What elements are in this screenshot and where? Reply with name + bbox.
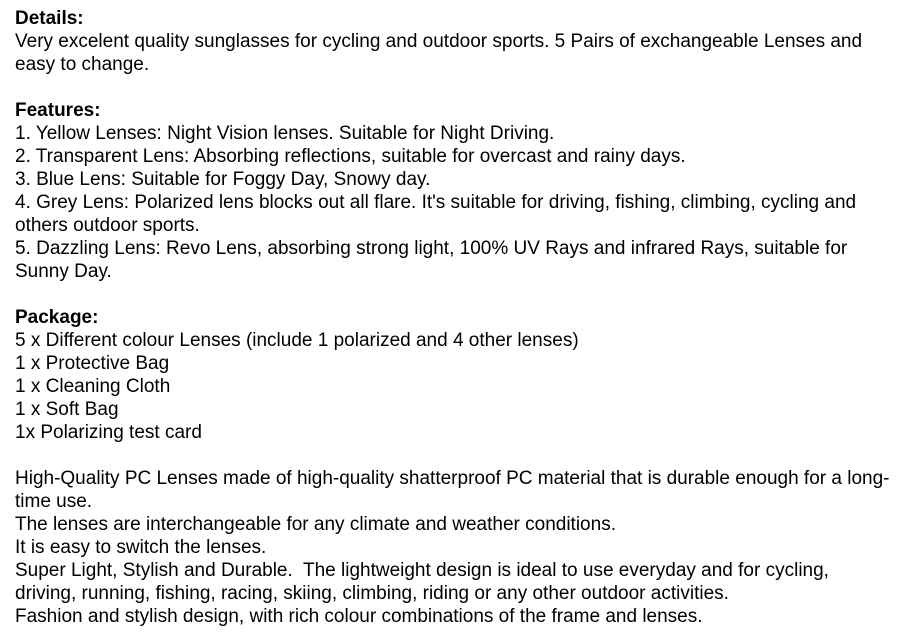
package-item: 5 x Different colour Lenses (include 1 polarized and 4 other lenses) (15, 330, 579, 351)
features-section (15, 99, 892, 283)
package-section (15, 306, 892, 444)
feature-item: 2. Transparent Lens: Absorbing reflections, suitable for overcast and rainy days. (15, 146, 686, 167)
details-heading: Details: (15, 8, 84, 29)
package-heading: Package: (15, 307, 99, 328)
highlights-section (15, 467, 892, 628)
feature-item: 4. Grey Lens: Polarized lens blocks out all flare. It's suitable for driving, fishing, climbing, cycling and others outdoor sports. (15, 192, 862, 236)
package-item: 1x Polarizing test card (15, 422, 202, 443)
package-item: 1 x Soft Bag (15, 399, 119, 420)
package-item: 1 x Protective Bag (15, 353, 170, 374)
feature-item: 1. Yellow Lenses: Night Vision lenses. Suitable for Night Driving. (15, 123, 555, 144)
details-text: Very excelent quality sunglasses for cycling and outdoor sports. 5 Pairs of exchangeable Lenses and easy to change. (15, 31, 863, 75)
highlight-item: It is easy to switch the lenses. (15, 537, 267, 558)
highlight-item: Super Light, Stylish and Durable. The lightweight design is ideal to use everyday and for cycling, driving, running, fishing, racing, skiing, climbing, riding or any other outdoor activities. (15, 560, 835, 604)
package-item: 1 x Cleaning Cloth (15, 376, 171, 397)
highlight-item: The lenses are interchangeable for any climate and weather conditions. (15, 514, 616, 535)
details-section (15, 7, 892, 76)
highlight-item: High-Quality PC Lenses made of high-quality shatterproof PC material that is durable enough for a long-time use. (15, 468, 890, 512)
feature-item: 5. Dazzling Lens: Revo Lens, absorbing strong light, 100% UV Rays and infrared Rays, suitable for Sunny Day. (15, 238, 853, 282)
feature-item: 3. Blue Lens: Suitable for Foggy Day, Snowy day. (15, 169, 431, 190)
features-heading: Features: (15, 100, 101, 121)
highlight-item: Fashion and stylish design, with rich colour combinations of the frame and lenses. (15, 606, 703, 627)
